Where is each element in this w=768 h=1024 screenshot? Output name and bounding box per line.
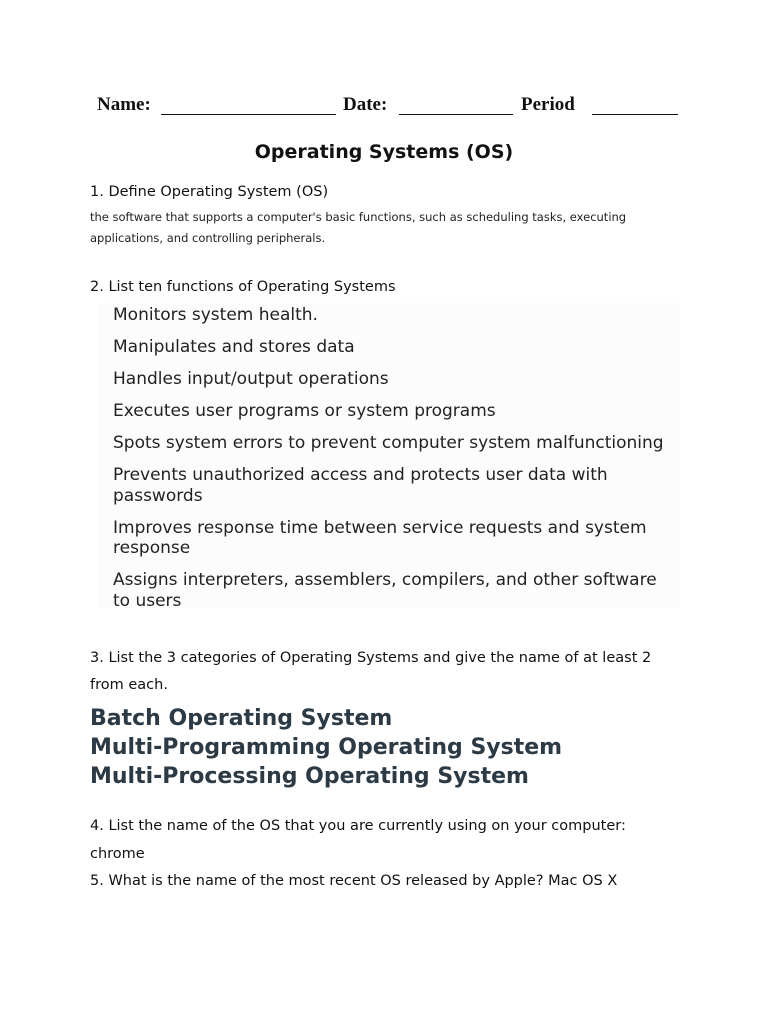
category-item: Multi-Processing Operating System bbox=[90, 764, 529, 789]
question-2: 2. List ten functions of Operating Systems bbox=[90, 279, 396, 295]
question-4: 4. List the name of the OS that you are currently using on your computer: bbox=[90, 818, 626, 834]
question-3: 3. List the 3 categories of Operating Systems and give the name of at least 2 from each. bbox=[90, 650, 652, 693]
list-item: Monitors system health. bbox=[113, 305, 318, 325]
category-item: Batch Operating System bbox=[90, 706, 393, 731]
category-item: Multi-Programming Operating System bbox=[90, 735, 563, 760]
name-blank[interactable] bbox=[161, 114, 336, 115]
question-5: 5. What is the name of the most recent OS released by Apple? Mac OS X bbox=[90, 873, 618, 889]
period-label: Period bbox=[521, 94, 575, 115]
date-label: Date: bbox=[343, 94, 388, 115]
list-item: Assigns interpreters, assemblers, compilers, and other software to users bbox=[113, 570, 657, 611]
list-item: Handles input/output operations bbox=[113, 369, 389, 389]
list-item: Improves response time between service requests and system response bbox=[113, 517, 647, 558]
categories-list bbox=[90, 704, 562, 791]
question-1: 1. Define Operating System (OS) bbox=[90, 184, 329, 200]
list-item: Executes user programs or system programs bbox=[113, 401, 496, 421]
list-item: Spots system errors to prevent computer system malfunctioning bbox=[113, 433, 664, 453]
list-item: Manipulates and stores data bbox=[113, 337, 355, 357]
answer-4: chrome bbox=[90, 846, 145, 862]
list-item: Prevents unauthorized access and protects user data with passwords bbox=[113, 465, 608, 506]
name-label: Name: bbox=[97, 94, 151, 115]
worksheet-header bbox=[97, 92, 687, 122]
period-blank[interactable] bbox=[592, 114, 678, 115]
answer-1: the software that supports a computer's basic functions, such as scheduling tasks, executing applications, and controlling peripherals. bbox=[90, 210, 627, 245]
functions-list bbox=[113, 305, 678, 623]
page-title: Operating Systems (OS) bbox=[254, 141, 514, 163]
date-blank[interactable] bbox=[399, 114, 513, 115]
